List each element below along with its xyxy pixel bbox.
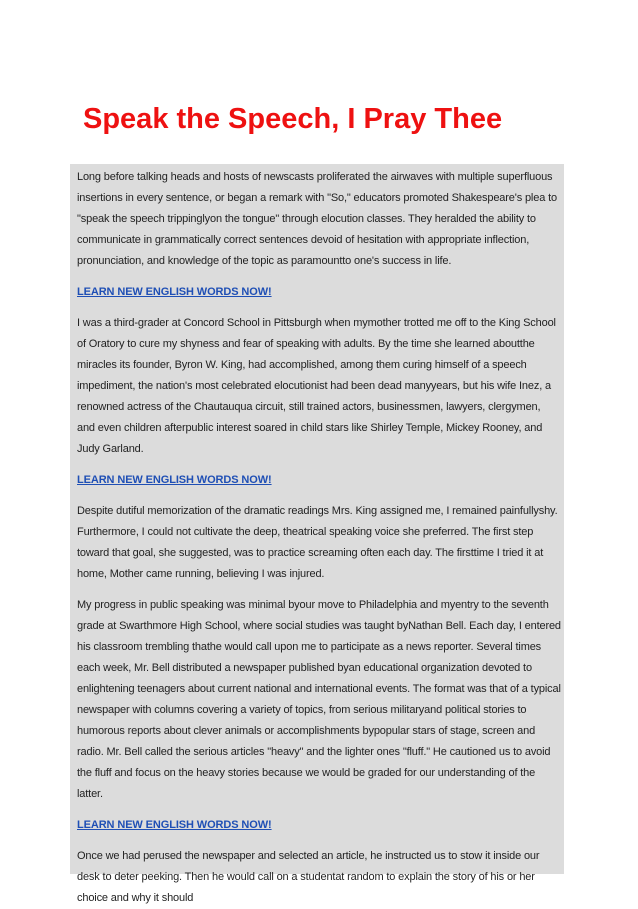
paragraph-screaming: Despite dutiful memorization of the dramatic readings Mrs. King assigned me, I remained painfullyshy. Furthermore, I could not cultivate the deep, theatrical speaking voice she preferred. The first step toward that goal, she suggested, was to practice screaming often each day. The firsttime I tried it at home, Mother came running, believing I was injured. — [77, 505, 558, 580]
paragraph-swarthmore: My progress in public speaking was minimal byour move to Philadelphia and myentry to the seventh grade at Swarthmore High School, where social studies was taught byNathan Bell. Each day, I entered his classroom trembling thathe would call upon me to participate as a news reporter. Several times each week, Mr. Bell distributed a newspaper published byan educational organization devoted to enlightening teenagers about current national and international events. The format was that of a typical newspaper with columns covering a variety of topics, from serious militaryand political stories to humorous reports about clever animals or accomplishments bypopular stars of stage, screen and radio. Mr. Bell called the serious articles "heavy" and the lighter ones "fluff." He cautioned us to avoid the fluff and focus on the heavy stories because we would be graded for our understanding of the latter. — [77, 599, 561, 800]
learn-words-link-3[interactable]: LEARN NEW ENGLISH WORDS NOW! — [77, 819, 272, 831]
learn-words-link-1[interactable]: LEARN NEW ENGLISH WORDS NOW! — [77, 286, 272, 298]
page-title: Speak the Speech, I Pray Thee — [83, 103, 503, 135]
paragraph-newspaper: Once we had perused the newspaper and selected an article, he instructed us to stow it inside our desk to deter peeking. Then he would call on a studentat random to explain the story of his or her choice and why it should — [77, 850, 540, 904]
paragraph-intro: Long before talking heads and hosts of newscasts proliferated the airwaves with multiple superfluous insertions in every sentence, or began a remark with "So," educators promoted Shakespeare's plea to "speak the speech trippinglyon the tongue" through elocution classes. They heralded the ability to communicate in grammatically correct sentences devoid of hesitation with appropriate inflection, pronunciation, and knowledge of the topic as paramountto one's success in life. — [77, 171, 557, 267]
article-body — [70, 164, 564, 904]
learn-words-link-2[interactable]: LEARN NEW ENGLISH WORDS NOW! — [77, 474, 272, 486]
paragraph-king-school: I was a third-grader at Concord School in Pittsburgh when mymother trotted me off to the King School of Oratory to cure my shyness and fear of speaking with adults. By the time she learned aboutthe miracles its founder, Byron W. King, had accomplished, among them curing himself of a speech impediment, the nation's most celebrated elocutionist had been dead manyyears, but his wife Inez, a renowned actress of the Chautauqua circuit, still trained actors, businessmen, lawyers, clergymen, and even children afterpublic interest soared in child stars like Shirley Temple, Mickey Rooney, and Judy Garland. — [77, 317, 556, 455]
